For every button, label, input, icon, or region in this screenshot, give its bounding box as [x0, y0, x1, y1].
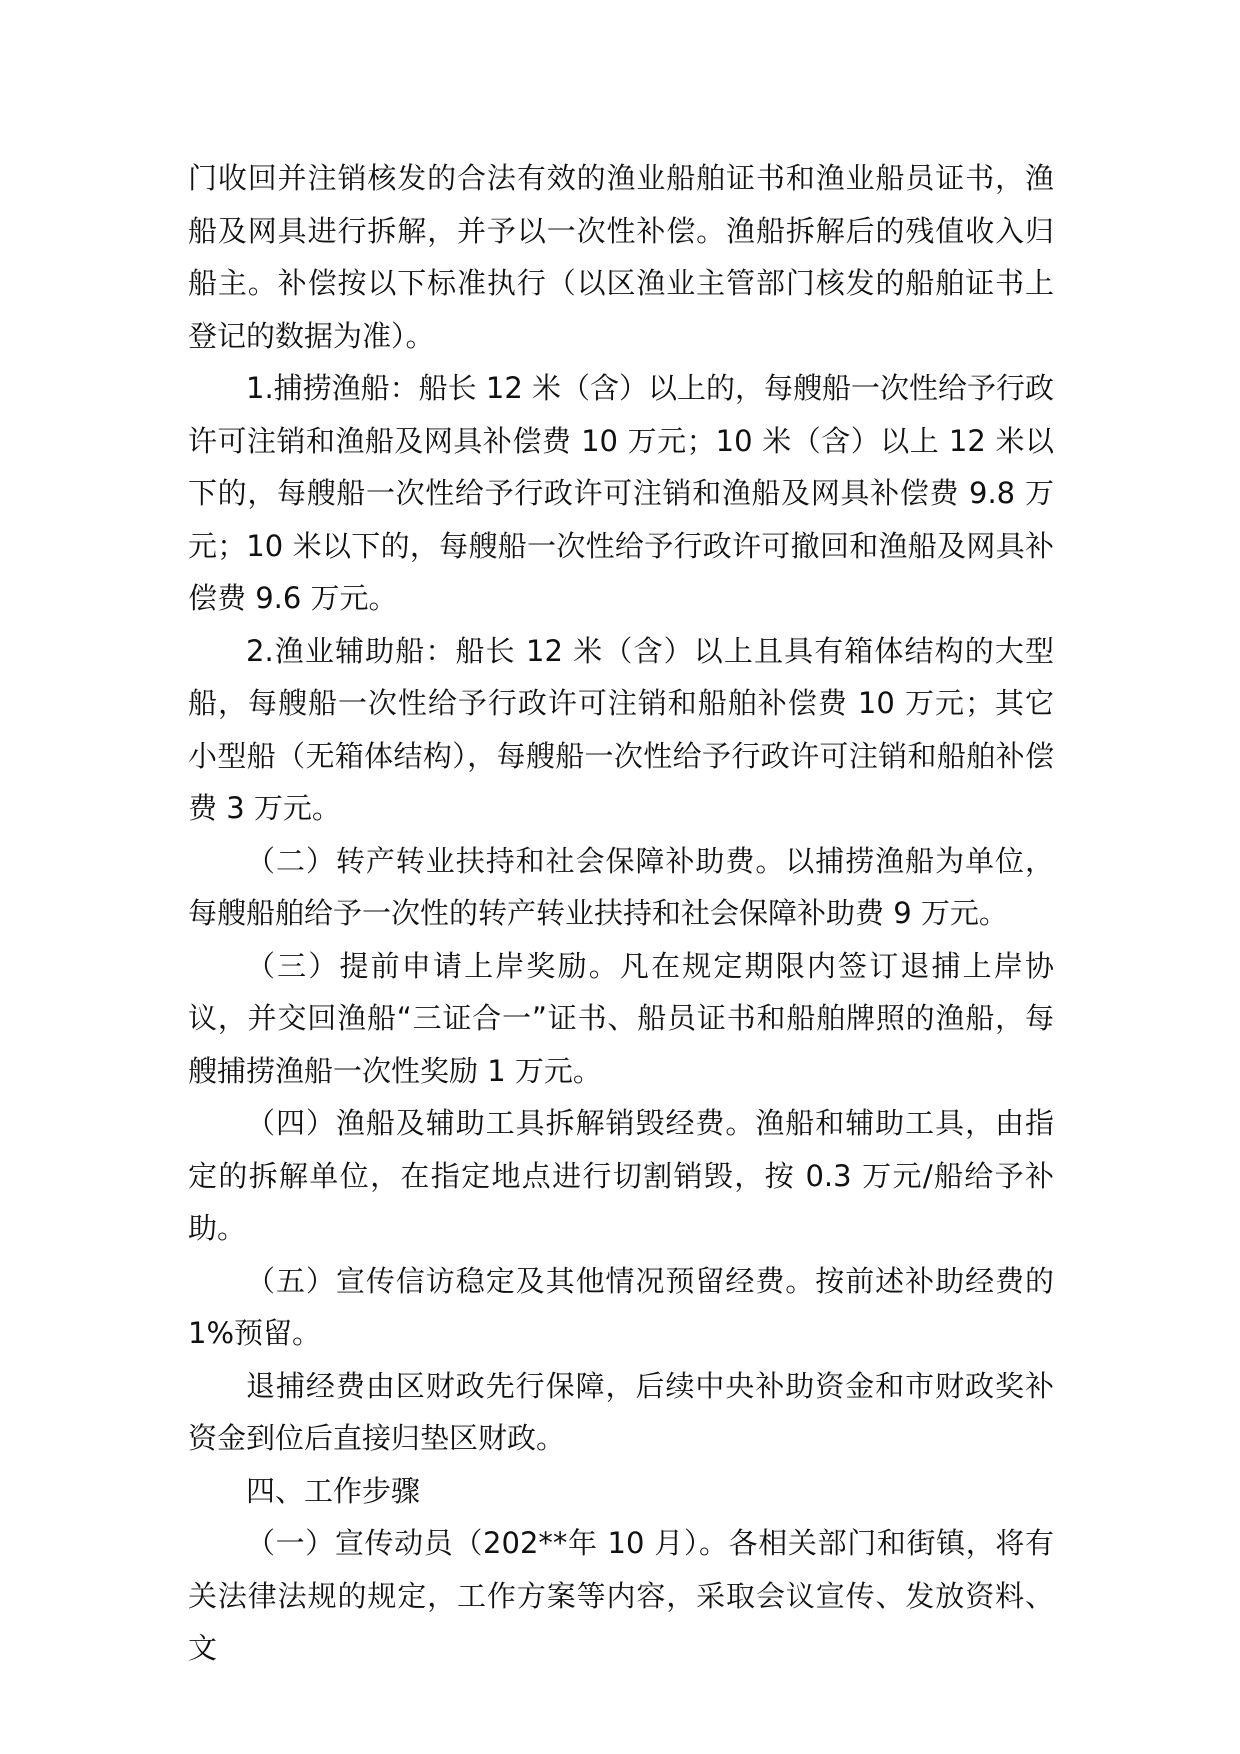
section-heading-work-steps: 四、工作步骤: [246, 1473, 421, 1508]
paragraph-funding-guarantee: 退捕经费由区财政先行保障，后续中央补助资金和市财政奖补资金到位后直接归垫区财政。: [188, 1368, 1054, 1455]
paragraph-early-application-reward: （三）提前申请上岸奖励。凡在规定期限内签订退捕上岸协议，并交回渔船“三证合一”证书、船员证书和船舶牌照的渔船，每艘捕捞渔船一次性奖励 1 万元。: [188, 948, 1054, 1088]
paragraph-reserve-fund: （五）宣传信访稳定及其他情况预留经费。按前述补助经费的1%预留。: [188, 1263, 1054, 1350]
paragraph-transition-subsidy: （二）转产转业扶持和社会保障补助费。以捕捞渔船为单位，每艘船舶给予一次性的转产转业扶持和社会保障补助费 9 万元。: [188, 843, 1054, 930]
document-body: [188, 152, 1054, 1675]
paragraph-auxiliary-vessel-compensation: 2.渔业辅助船：船长 12 米（含）以上且具有箱体结构的大型船，每艘船一次性给予行政许可注销和船舶补偿费 10 万元；其它小型船（无箱体结构），每艘船一次性给予行政许可注销和船舶补偿费 3 万元。: [188, 633, 1054, 825]
paragraph-dismantling-fee: （四）渔船及辅助工具拆解销毁经费。渔船和辅助工具，由指定的拆解单位，在指定地点进行切割销毁，按 0.3 万元/船给予补助。: [188, 1106, 1054, 1245]
paragraph-fishing-vessel-compensation: 1.捕捞渔船：船长 12 米（含）以上的，每艘船一次性给予行政许可注销和渔船及网具补偿费 10 万元；10 米（含）以上 12 米以下的，每艘船一次性给予行政许可注销和渔船及网具补偿费 9.8 万元；10 米以下的，每艘船一次性给予行政许可撤回和渔船及网具补偿费 9.6 万元。: [188, 371, 1055, 615]
paragraph-compensation-intro: 门收回并注销核发的合法有效的渔业船舶证书和渔业船员证书，渔船及网具进行拆解，并予以一次性补偿。渔船拆解后的残值收入归船主。补偿按以下标准执行（以区渔业主管部门核发的船舶证书上登记的数据为准）。: [188, 161, 1054, 353]
paragraph-publicity-mobilization: （一）宣传动员（202**年 10 月）。各相关部门和街镇，将有关法律法规的规定，工作方案等内容，采取会议宣传、发放资料、文: [188, 1526, 1054, 1665]
